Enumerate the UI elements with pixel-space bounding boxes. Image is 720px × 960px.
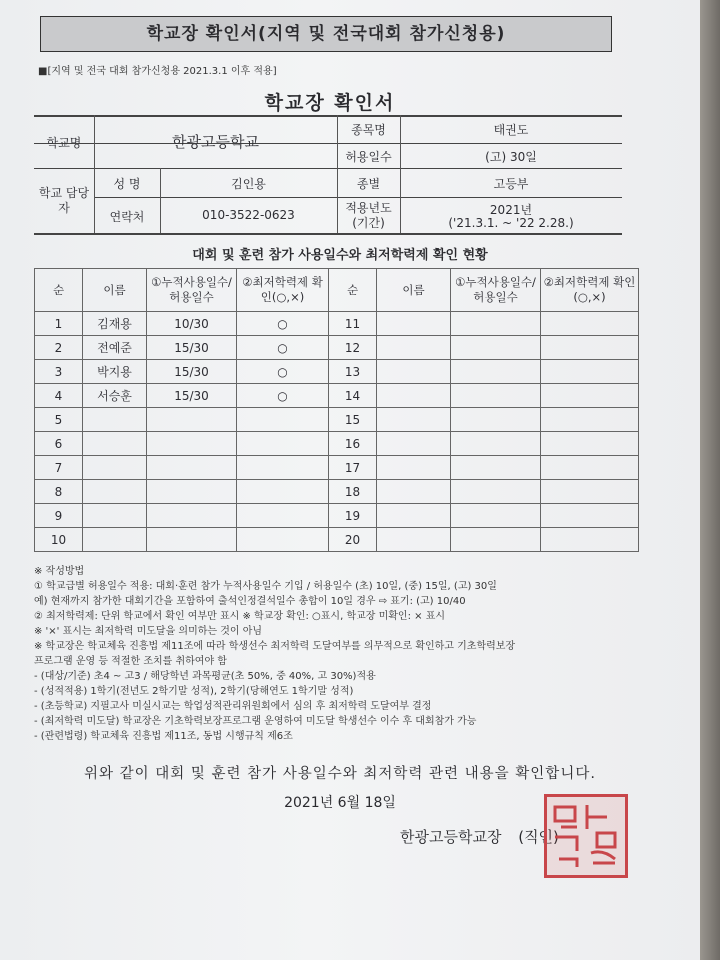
table-row — [35, 384, 639, 408]
student-name — [83, 504, 147, 528]
col-header-check: ②최저학력제 확인(○,×) — [541, 269, 639, 312]
writing-instructions — [34, 564, 654, 744]
used-days — [147, 408, 237, 432]
instruction-line: - (초등학교) 지필고사 미실시교는 학업성적관리위원회에서 심의 후 최저학력 도달여부 결정 — [34, 701, 432, 712]
row-number: 15 — [329, 408, 377, 432]
min-academic-check — [237, 432, 329, 456]
col-header-days: ①누적사용일수/ 허용일수 — [147, 269, 237, 312]
seal-placeholder: (직인) — [518, 828, 559, 846]
min-academic-check — [541, 480, 639, 504]
col-header-days: ①누적사용일수/ 허용일수 — [451, 269, 541, 312]
days-label: 허용일수 — [345, 150, 392, 164]
min-academic-check — [237, 456, 329, 480]
min-academic-check — [237, 504, 329, 528]
student-name — [377, 336, 451, 360]
col-header-check: ②최저학력제 확인(○,×) — [237, 269, 329, 312]
instruction-line: - (성적적용) 1학기(전년도 2학기말 성적), 2학기(당해연도 1학기말 성적) — [34, 686, 354, 697]
row-number: 4 — [35, 384, 83, 408]
table-row — [35, 504, 639, 528]
used-days — [451, 384, 541, 408]
name-value: 김인용 — [231, 177, 266, 191]
instruction-line: - (대상/기준) 초4 ~ 고3 / 해당학년 과목평균(초 50%, 중 40%, 고 30%)적용 — [34, 671, 376, 682]
min-academic-check: ○ — [237, 360, 329, 384]
row-number: 16 — [329, 432, 377, 456]
row-number: 9 — [35, 504, 83, 528]
signer-title: 한광고등학교장 — [400, 828, 502, 846]
min-academic-check — [541, 504, 639, 528]
period-value: ('21.3.1. ~ '22 2.28.) — [448, 216, 574, 230]
min-academic-check — [237, 528, 329, 552]
instruction-line: ② 최저학력제: 단위 학교에서 확인 여부만 표시 ※ 학교장 확인: ○표시, 학교장 미확인: × 표시 — [34, 611, 446, 622]
category-value: 고등부 — [493, 177, 529, 191]
row-number: 8 — [35, 480, 83, 504]
min-academic-check: ○ — [237, 384, 329, 408]
row-number: 10 — [35, 528, 83, 552]
used-days: 15/30 — [147, 360, 237, 384]
student-name — [83, 456, 147, 480]
used-days — [147, 504, 237, 528]
row-number: 17 — [329, 456, 377, 480]
row-number: 12 — [329, 336, 377, 360]
instruction-line: - (최저학력 미도달) 학교장은 기초학력보장프로그램 운영하여 미도달 학생선수 이수 후 대회참가 가능 — [34, 716, 477, 727]
school-label: 학교명 — [46, 136, 82, 150]
used-days — [451, 336, 541, 360]
student-name — [377, 312, 451, 336]
used-days — [451, 360, 541, 384]
student-name — [83, 528, 147, 552]
min-academic-check — [541, 432, 639, 456]
days-value: (고) 30일 — [485, 150, 537, 164]
table-body — [35, 312, 639, 552]
table-row — [35, 408, 639, 432]
student-name: 김재용 — [83, 312, 147, 336]
student-name — [377, 360, 451, 384]
table-row — [35, 432, 639, 456]
signer-name — [400, 826, 559, 847]
col-header-no: 순 — [329, 269, 377, 312]
used-days: 15/30 — [147, 384, 237, 408]
row-number: 11 — [329, 312, 377, 336]
min-academic-check: ○ — [237, 312, 329, 336]
student-name — [377, 432, 451, 456]
row-number: 13 — [329, 360, 377, 384]
official-seal — [544, 794, 628, 878]
min-academic-check — [541, 408, 639, 432]
used-days — [451, 456, 541, 480]
year-label: 적용년도 (기간) — [345, 201, 392, 230]
issue-date: 2021년 6월 18일 — [284, 795, 396, 811]
min-academic-check — [541, 312, 639, 336]
table-row — [35, 528, 639, 552]
used-days — [147, 480, 237, 504]
used-days — [451, 312, 541, 336]
min-academic-check — [541, 360, 639, 384]
contact-label: 연락처 — [109, 210, 145, 224]
table-row — [35, 360, 639, 384]
student-name — [83, 408, 147, 432]
row-number: 20 — [329, 528, 377, 552]
name-label: 성 명 — [113, 177, 141, 191]
used-days — [147, 528, 237, 552]
used-days — [451, 504, 541, 528]
row-number: 14 — [329, 384, 377, 408]
student-name — [377, 528, 451, 552]
student-name — [377, 408, 451, 432]
event-label: 종목명 — [351, 123, 386, 137]
event-value: 태권도 — [493, 123, 529, 137]
manager-label: 학교 담당자 — [38, 186, 90, 215]
min-academic-check — [237, 408, 329, 432]
student-name — [377, 480, 451, 504]
row-number: 6 — [35, 432, 83, 456]
min-academic-check — [541, 384, 639, 408]
page-edge-shadow — [700, 0, 720, 960]
year-value: 2021년 — [489, 203, 533, 217]
row-number: 3 — [35, 360, 83, 384]
info-bottom-rule — [34, 233, 622, 235]
instruction-line: - (관련법령) 학교체육 진흥법 제11조, 동법 시행규칙 제6조 — [34, 731, 293, 742]
student-name — [377, 456, 451, 480]
row-number: 18 — [329, 480, 377, 504]
row-number: 7 — [35, 456, 83, 480]
student-name — [377, 504, 451, 528]
closing-statement: 위와 같이 대회 및 훈련 참가 사용일수와 최저학력 관련 내용을 확인합니다. — [84, 766, 596, 782]
used-days: 15/30 — [147, 336, 237, 360]
student-name: 전예준 — [83, 336, 147, 360]
info-rule — [94, 197, 622, 198]
row-number: 1 — [35, 312, 83, 336]
page-title: 학교장 확인서 — [264, 92, 396, 114]
min-academic-check: ○ — [237, 336, 329, 360]
applicable-note: ■[지역 및 전국 대회 참가신청용 2021.3.1 이후 적용] — [38, 66, 277, 77]
table-row — [35, 456, 639, 480]
min-academic-check — [541, 336, 639, 360]
school-name: 한광고등학교 — [172, 133, 259, 151]
used-days — [451, 528, 541, 552]
min-academic-check — [541, 456, 639, 480]
instruction-line: ※ 작성방법 — [34, 566, 85, 577]
info-rule — [34, 168, 622, 169]
table-header-row — [35, 269, 639, 312]
instruction-line: 예) 현재까지 참가한 대회기간을 포함하여 출석인정결석일수 총합이 10일 경우 ⇨ 표기: (고) 10/40 — [34, 596, 466, 607]
used-days — [451, 408, 541, 432]
student-name — [83, 480, 147, 504]
table-row — [35, 336, 639, 360]
student-name: 서승훈 — [83, 384, 147, 408]
contact-value: 010-3522-0623 — [202, 208, 295, 222]
col-header-name: 이름 — [83, 269, 147, 312]
student-name — [377, 384, 451, 408]
seal-glyph — [547, 797, 625, 875]
used-days — [147, 456, 237, 480]
col-header-name: 이름 — [377, 269, 451, 312]
instruction-line: ※ '×' 표시는 최저학력 미도달을 의미하는 것이 아님 — [34, 626, 263, 637]
row-number: 2 — [35, 336, 83, 360]
instruction-line: ① 학교급별 허용일수 적용: 대회·훈련 참가 누적사용일수 기입 / 허용일수 (초) 10일, (중) 15일, (고) 30일 — [34, 581, 497, 592]
row-number: 19 — [329, 504, 377, 528]
used-days: 10/30 — [147, 312, 237, 336]
used-days — [451, 432, 541, 456]
form-banner: 학교장 확인서(지역 및 전국대회 참가신청용) — [40, 16, 612, 52]
min-academic-check — [541, 528, 639, 552]
min-academic-check — [237, 480, 329, 504]
instruction-line: ※ 학교장은 학교체육 진흥법 제11조에 따라 학생선수 최저학력 도달여부를 의무적으로 확인하고 기초학력보장 — [34, 641, 516, 652]
table-row — [35, 480, 639, 504]
used-days — [451, 480, 541, 504]
category-label: 종별 — [356, 177, 381, 191]
used-days — [147, 432, 237, 456]
row-number: 5 — [35, 408, 83, 432]
table-row — [35, 312, 639, 336]
student-name: 박지용 — [83, 360, 147, 384]
student-name — [83, 432, 147, 456]
instruction-line: 프로그램 운영 등 적절한 조치를 취하여야 함 — [34, 656, 227, 667]
section-title: 대회 및 훈련 참가 사용일수와 최저학력제 확인 현황 — [192, 248, 488, 263]
info-top-rule — [34, 115, 622, 117]
col-header-no: 순 — [35, 269, 83, 312]
participation-table — [34, 268, 639, 552]
